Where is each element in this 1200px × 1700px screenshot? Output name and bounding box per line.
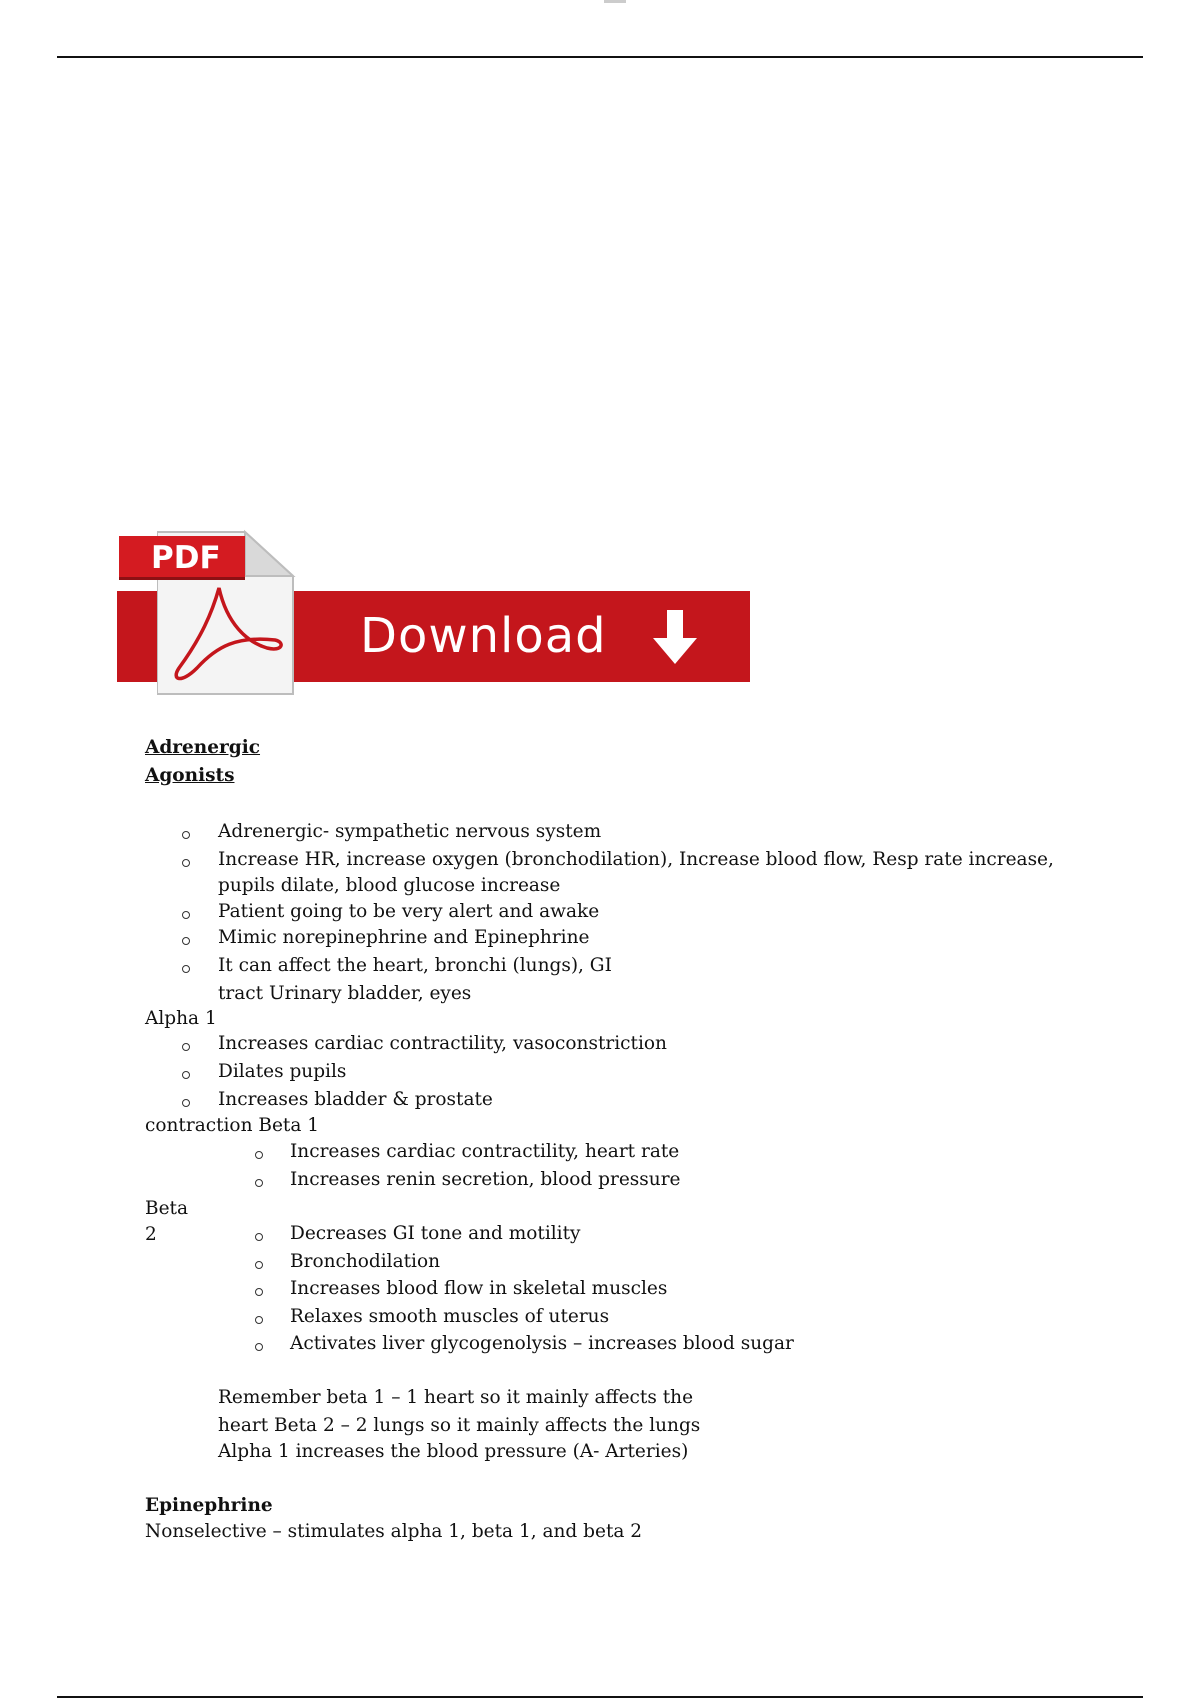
bullet-icon xyxy=(255,1151,263,1159)
header-rule xyxy=(57,56,1143,58)
bullet-icon xyxy=(255,1288,263,1296)
bullet-icon xyxy=(255,1233,263,1241)
heading-line-2: Agonists xyxy=(145,765,235,786)
alpha1-label: Alpha 1 xyxy=(145,1008,217,1029)
list-item: Increases cardiac contractility, vasoconstriction xyxy=(218,1033,667,1054)
list-item: Increases cardiac contractility, heart rate xyxy=(290,1141,680,1162)
bullet-icon xyxy=(255,1261,263,1269)
bullet-icon xyxy=(182,965,190,973)
bullet-icon xyxy=(182,831,190,839)
alpha1-continuation: contraction Beta 1 xyxy=(145,1115,320,1136)
list-item: Increase HR, increase oxygen (bronchodilation), Increase blood flow, Resp rate increase, xyxy=(218,849,1054,870)
bullet-icon xyxy=(182,937,190,945)
list-item: Dilates pupils xyxy=(218,1061,347,1082)
list-item: It can affect the heart, bronchi (lungs), GI xyxy=(218,955,612,976)
beta2-label-line-2: 2 xyxy=(145,1224,157,1245)
pdf-label: PDF xyxy=(119,536,245,580)
bullet-icon xyxy=(255,1343,263,1351)
list-item: Adrenergic- sympathetic nervous system xyxy=(218,821,602,842)
epinephrine-title: Epinephrine xyxy=(145,1495,273,1516)
list-item: Mimic norepinephrine and Epinephrine xyxy=(218,927,590,948)
list-item-continuation: tract Urinary bladder, eyes xyxy=(218,983,472,1004)
page-top-mark xyxy=(604,0,626,3)
download-arrow-icon[interactable] xyxy=(650,608,700,668)
list-item: Decreases GI tone and motility xyxy=(290,1223,581,1244)
bullet-icon xyxy=(182,1043,190,1051)
list-item: Increases blood flow in skeletal muscles xyxy=(290,1278,668,1299)
list-item: Patient going to be very alert and awake xyxy=(218,901,600,922)
list-item: Increases bladder & prostate xyxy=(218,1089,493,1110)
bullet-icon xyxy=(182,1071,190,1079)
bullet-icon xyxy=(182,1099,190,1107)
remember-line-3: Alpha 1 increases the blood pressure (A- Arteries) xyxy=(218,1441,689,1462)
list-item-continuation: pupils dilate, blood glucose increase xyxy=(218,875,561,896)
list-item: Relaxes smooth muscles of uterus xyxy=(290,1306,610,1327)
list-item: Increases renin secretion, blood pressure xyxy=(290,1169,681,1190)
bullet-icon xyxy=(255,1316,263,1324)
download-label[interactable]: Download xyxy=(360,608,607,664)
beta2-label-line-1: Beta xyxy=(145,1198,189,1219)
heading-line-1: Adrenergic xyxy=(145,737,261,758)
epinephrine-text: Nonselective – stimulates alpha 1, beta 1, and beta 2 xyxy=(145,1521,643,1542)
pdf-download-banner[interactable] xyxy=(117,524,754,704)
bullet-icon xyxy=(182,911,190,919)
list-item: Activates liver glycogenolysis – increases blood sugar xyxy=(290,1333,794,1354)
footer-rule xyxy=(57,1696,1143,1698)
list-item: Bronchodilation xyxy=(290,1251,441,1272)
remember-line-2: heart Beta 2 – 2 lungs so it mainly affects the lungs xyxy=(218,1415,701,1436)
bullet-icon xyxy=(255,1179,263,1187)
bullet-icon xyxy=(182,859,190,867)
remember-line-1: Remember beta 1 – 1 heart so it mainly affects the xyxy=(218,1387,694,1408)
